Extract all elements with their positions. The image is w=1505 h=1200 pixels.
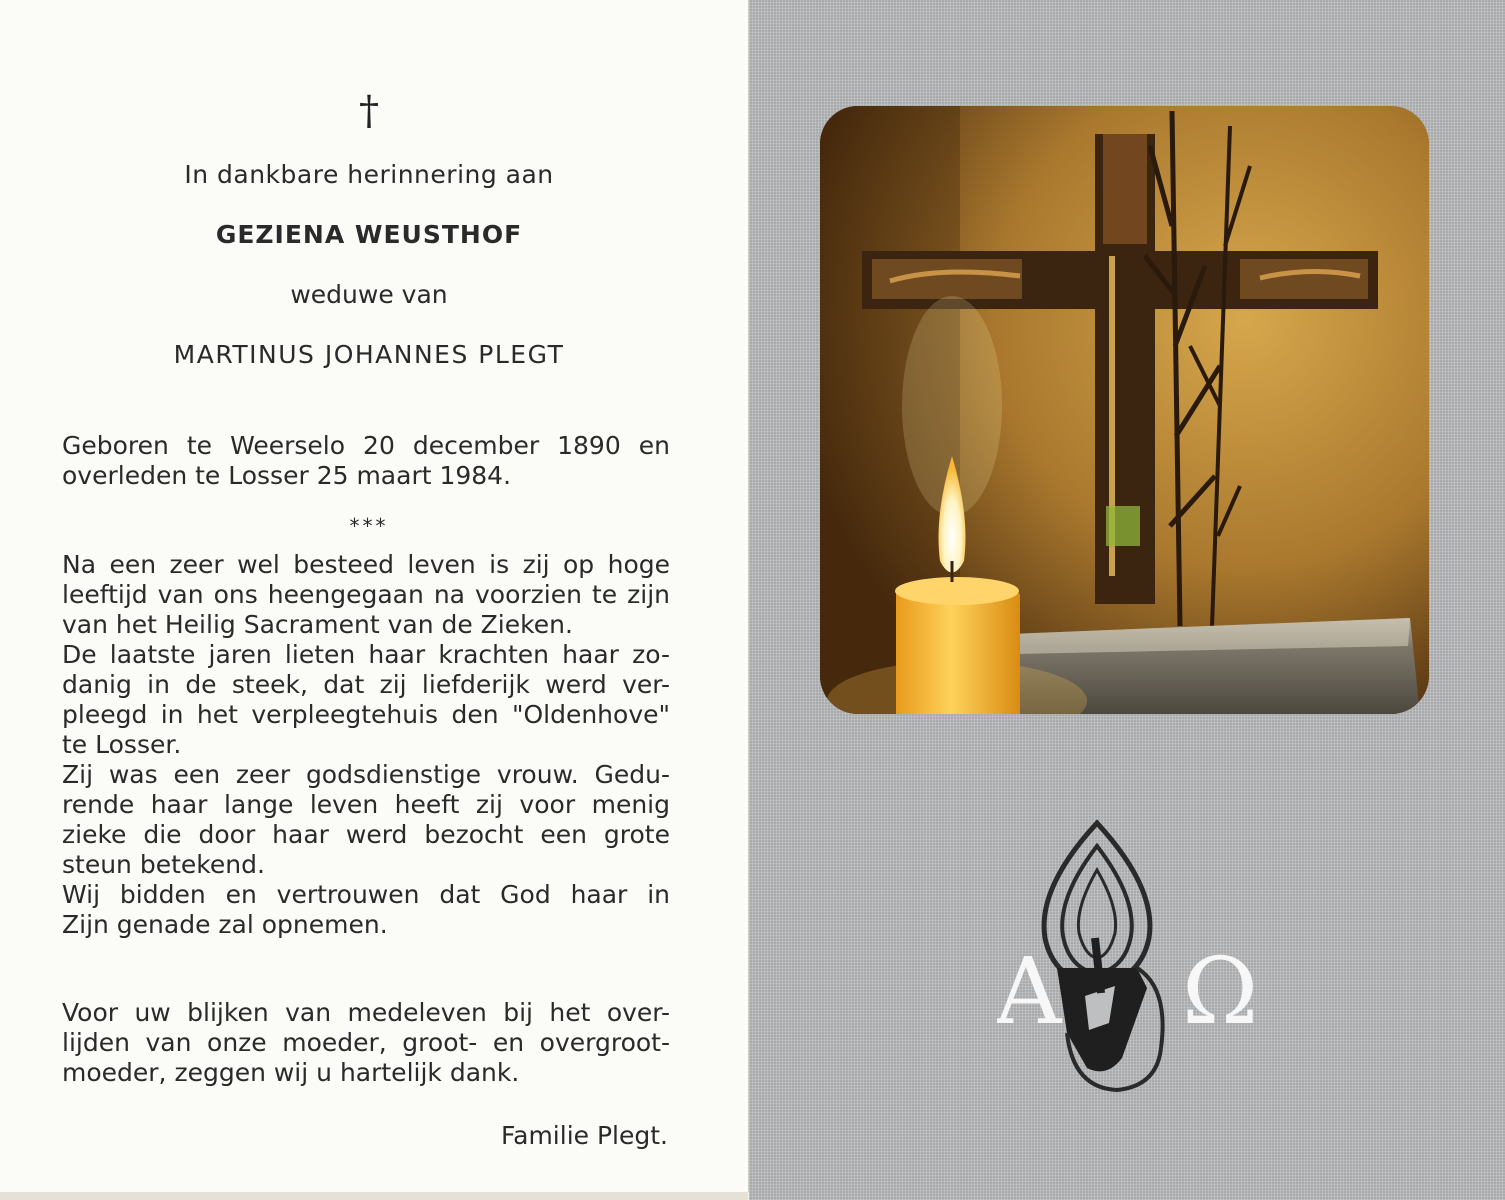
text-line: Zij was een zeer godsdienstige vrouw. Gedu- — [62, 760, 670, 789]
text-line: rende haar lange leven heeft zij voor menig — [62, 790, 670, 819]
deceased-name: GEZIENA WEUSTHOF — [215, 220, 523, 249]
separator-stars: *** — [349, 514, 389, 538]
omega-letter: Ω — [1182, 938, 1257, 1045]
text-line: te Losser. — [62, 730, 182, 759]
card-edge-shadow — [0, 1192, 748, 1200]
text-line: Voor uw blijken van medeleven bij het over- — [62, 998, 670, 1027]
text-line: overleden te Losser 25 maart 1984. — [62, 461, 512, 490]
cross-symbol: † — [359, 88, 379, 134]
candle-and-crucifix-icon — [820, 106, 1429, 714]
text-line: van het Heilig Sacrament van de Zieken. — [62, 610, 573, 639]
widow-of-label: weduwe van — [290, 280, 448, 309]
text-line: lijden van onze moeder, groot- en overgroot- — [62, 1028, 670, 1057]
alpha-omega-emblem — [997, 818, 1257, 1108]
family-signature: Familie Plegt. — [501, 1121, 668, 1150]
text-line: Wij bidden en vertrouwen dat God haar in — [62, 880, 670, 909]
text-line: De laatste jaren lieten haar krachten haar zo- — [62, 640, 670, 669]
text-line: pleegd in het verpleegtehuis den "Oldenhove" — [62, 700, 670, 729]
text-line: Zijn genade zal opnemen. — [62, 910, 388, 939]
husband-name: MARTINUS JOHANNES PLEGT — [173, 340, 565, 369]
candle-and-crucifix-photo — [820, 106, 1429, 714]
birth-death-paragraph — [62, 431, 670, 491]
intro-text: In dankbare herinnering aan — [184, 160, 554, 189]
memorial-front-card — [749, 0, 1505, 1200]
memorial-text-card — [0, 0, 749, 1192]
text-line: Na een zeer wel besteed leven is zij op hoge — [62, 550, 670, 579]
text-line: Geboren te Weerselo 20 december 1890 en — [62, 431, 670, 460]
text-line: moeder, zeggen wij u hartelijk dank. — [62, 1058, 520, 1087]
text-line: steun betekend. — [62, 850, 265, 879]
text-line: danig in de steek, dat zij liefderijk werd ver- — [62, 670, 670, 699]
text-line: zieke die door haar werd bezocht een grote — [62, 820, 670, 849]
biography-paragraph — [62, 550, 670, 940]
text-line: leeftijd van ons heengegaan na voorzien te zijn — [62, 580, 670, 609]
alpha-letter: A — [997, 938, 1062, 1045]
alpha-omega-candle-emblem-icon — [997, 818, 1257, 1108]
thanks-paragraph — [62, 998, 670, 1088]
